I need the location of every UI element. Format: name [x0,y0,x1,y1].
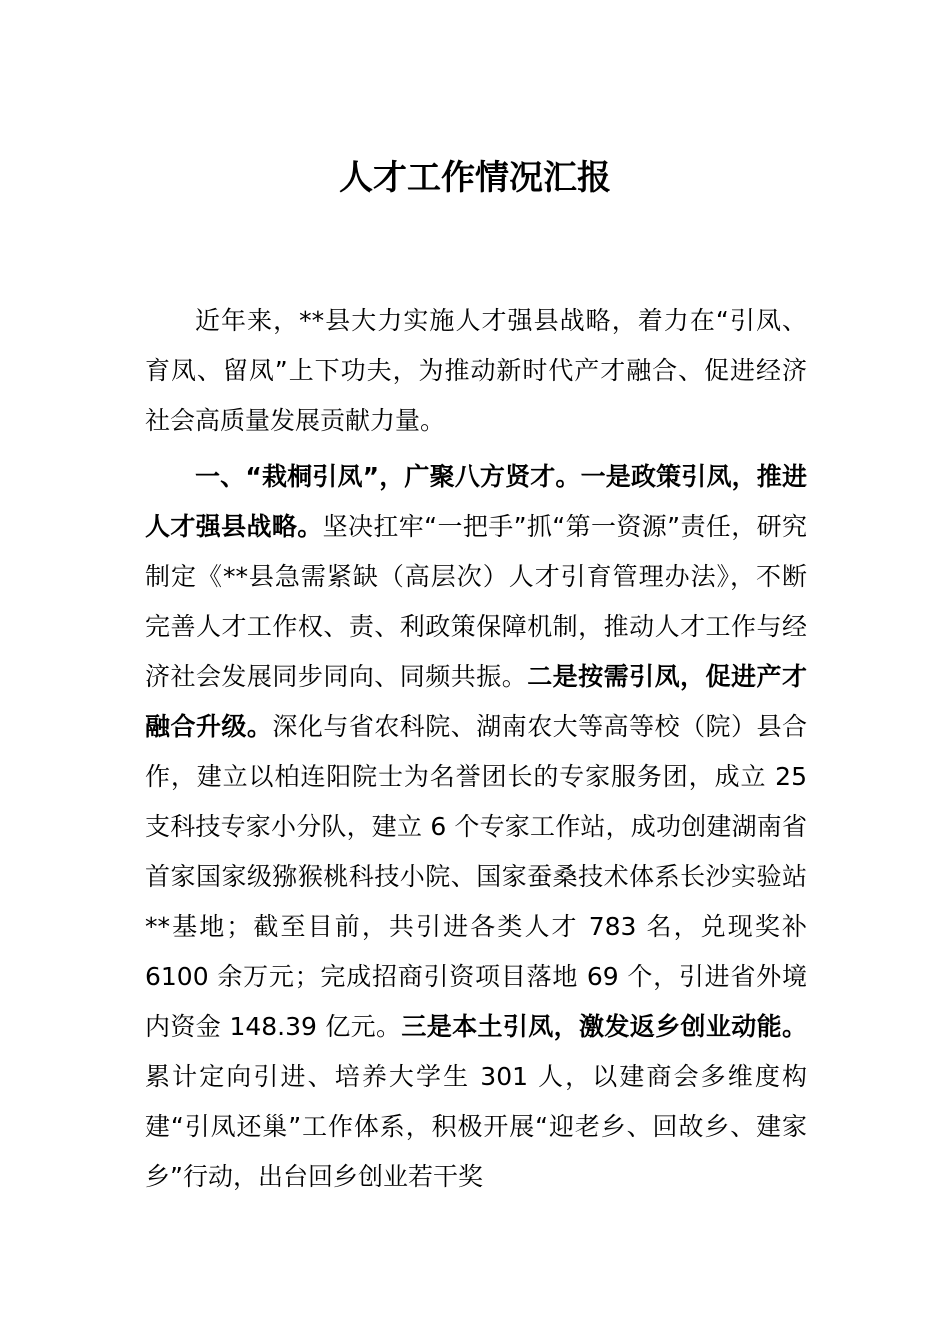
point-2-text: 深化与省农科院、湖南农大等高等校（院）县合作，建立以柏连阳院士为名誉团长的专家服务团，成立 25 支科技专家小分队，建立 6 个专家工作站，成功创建湖南省首家国家级猕猴桃科技小院、国家蚕桑技术体系长沙实验站**基地；截至目前，共引进各类人才 783 名，兑现奖补 6100 余万元；完成招商引资项目落地 69 个，引进省外境内资金 148.39 亿元。 [145,712,807,1041]
section-1-paragraph [145,452,807,1202]
point-2-lead: 二是按需引凤，促进产才融合升级。 [145,662,807,741]
point-3-lead: 三是本土引凤，激发返乡创业动能。 [401,1012,807,1041]
point-3-text: 累计定向引进、培养大学生 301 人，以建商会多维度构建“引凤还巢”工作体系，积极开展“迎老乡、回故乡、建家乡”行动，出台回乡创业若干奖 [145,1062,807,1191]
intro-paragraph: 近年来，**县大力实施人才强县战略，着力在“引凤、育凤、留凤”上下功夫，为推动新时代产才融合、促进经济社会高质量发展贡献力量。 [145,306,807,435]
document-title: 人才工作情况汇报 [339,158,611,198]
point-1-lead: 一是政策引凤，推进人才强县战略。 [145,462,807,541]
section-1-heading: 一、“栽桐引凤”，广聚八方贤才。 [195,462,581,491]
point-1-text: 坚决扛牢“一把手”抓“第一资源”责任，研究制定《**县急需紧缺（高层次）人才引育管理办法》，不断完善人才工作权、责、利政策保障机制，推动人才工作与经济社会发展同步同向、同频共振。 [145,512,807,691]
document-body [145,296,807,1202]
